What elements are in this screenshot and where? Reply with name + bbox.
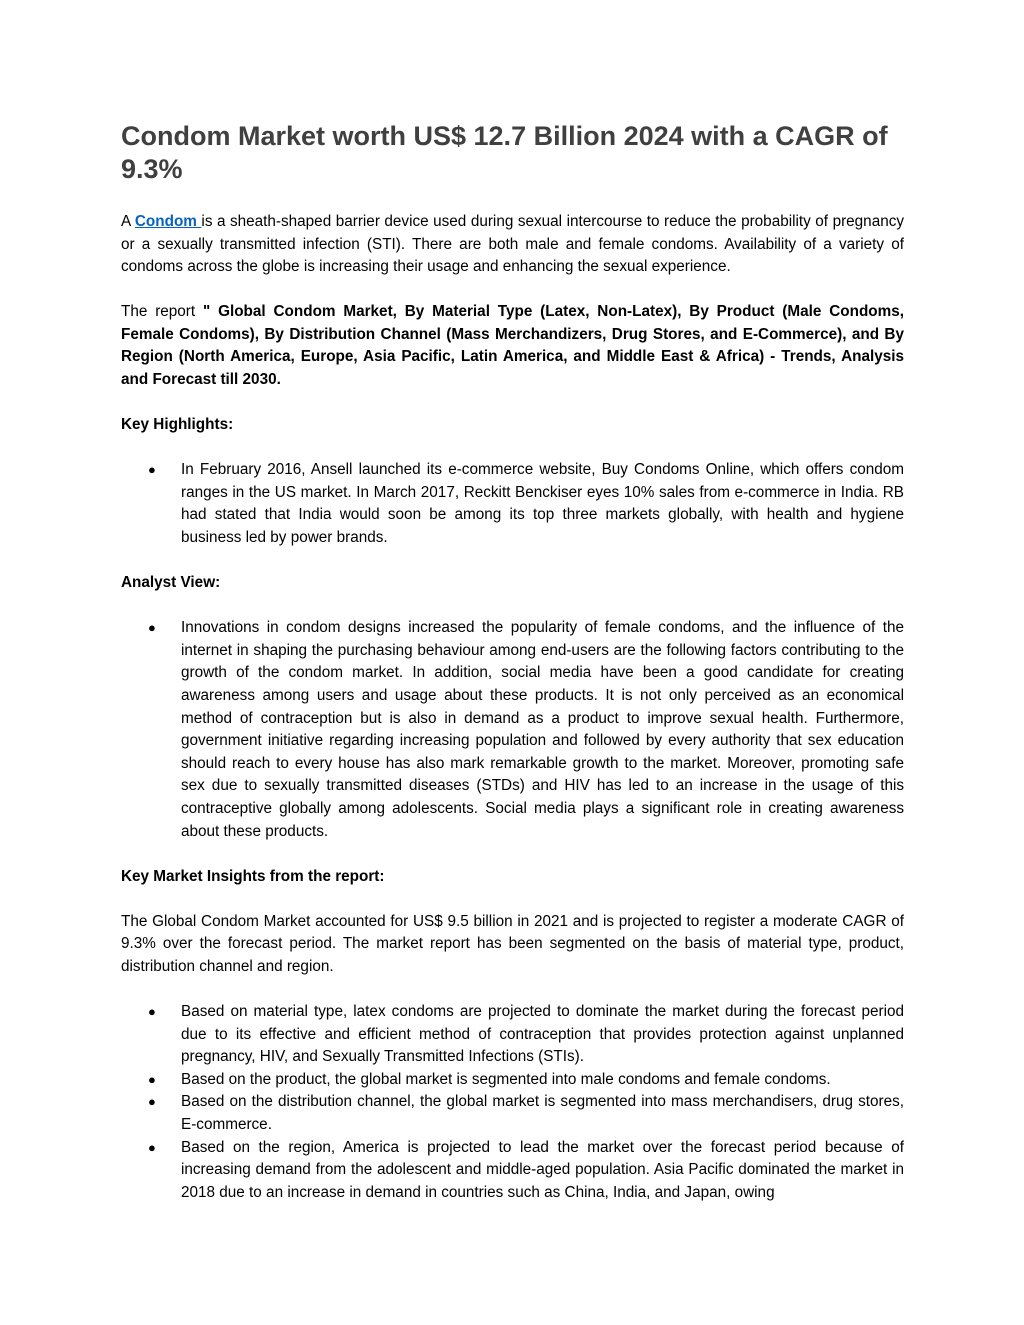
report-paragraph <box>121 301 904 391</box>
insights-paragraph: The Global Condom Market accounted for US$ 9.5 billion in 2021 and is projected to register a moderate CAGR of 9.3% over the forecast period. The market report has been segmented on the basis of material type, product, distribution channel and region. <box>121 912 904 975</box>
report-prefix: The report <box>121 303 203 321</box>
page-title: Condom Market worth US$ 12.7 Billion 2024 with a CAGR of 9.3% <box>121 121 888 184</box>
bullet-icon: ● <box>148 1071 156 1087</box>
intro-suffix: is a sheath-shaped barrier device used during sexual intercourse to reduce the probability of pregnancy or a sexually transmitted infection (STI). There are both male and female condoms. Availability of a variety of condoms across the globe is increasing their usage and enhancing the sexual experience. <box>121 213 905 276</box>
list-item-text: In February 2016, Ansell launched its e-commerce website, Buy Condoms Online, which offers condom ranges in the US market. In March 2017, Reckitt Benckiser eyes 10% sales from e-commerce in India. RB had stated that India would soon be among its top three markets globally, with health and hygiene business led by power brands. <box>181 461 904 547</box>
condom-link[interactable]: Condom <box>134 213 202 230</box>
intro-prefix: A <box>121 213 135 230</box>
list-item <box>121 459 904 549</box>
intro-paragraph <box>121 211 904 279</box>
list-item <box>121 1001 904 1069</box>
list-item-text: Based on material type, latex condoms are projected to dominate the market during the forecast period due to its effective and efficient method of contraception that provides protection against unplanned pregnancy, HIV, and Sexually Transmitted Infections (STIs). <box>181 1003 904 1066</box>
document-page <box>121 120 904 1204</box>
insights-heading: Key Market Insights from the report: <box>121 867 385 885</box>
list-item <box>121 1091 904 1136</box>
report-title: " Global Condom Market, By Material Type (Latex, Non-Latex), By Product (Male Condoms, Female Condoms), By Distribution Channel (Mass Merchandizers, Drug Stores, and E-Commerce), and By Region (North America, Europe, Asia Pacific, Latin America, and Middle East & Africa) - Trends, Analysis and Forecast till 2030. <box>121 303 904 389</box>
analyst-view-list <box>121 617 904 843</box>
list-item <box>121 1069 904 1092</box>
bullet-icon: ● <box>148 1139 156 1155</box>
bullet-icon: ● <box>148 1004 156 1020</box>
key-highlights-list <box>121 459 904 549</box>
list-item-text: Based on the product, the global market is segmented into male condoms and female condoms. <box>181 1070 831 1088</box>
bullet-icon: ● <box>148 620 156 636</box>
analyst-view-heading: Analyst View: <box>121 574 221 592</box>
bullet-icon: ● <box>148 1094 156 1110</box>
list-item-text: Based on the distribution channel, the global market is segmented into mass merchandisers, drug stores, E-commerce. <box>181 1093 904 1133</box>
bullet-icon: ● <box>148 462 156 478</box>
list-item-text: Based on the region, America is projected to lead the market over the forecast period because of increasing demand from the adolescent and middle-aged population. Asia Pacific dominated the market in 2018 due to an increase in demand in countries such as China, India, and Japan, owing <box>181 1138 904 1201</box>
list-item-text: Innovations in condom designs increased the popularity of female condoms, and the influence of the internet in shaping the purchasing behaviour among end-users are the following factors contributing to the growth of the condom market. In addition, social media have been a good candidate for creating awareness among users and usage about these products. It is not only perceived as an economical method of contraception but is also in demand as a product to improve sexual health. Furthermore, government initiative regarding increasing population and followed by every authority that sex education should reach to every house has also mark remarkable growth to the market. Moreover, promoting safe sex due to sexually transmitted diseases (STDs) and HIV has led to an increase in the usage of this contraceptive globally among adolescents. Social media plays a significant role in creating awareness about these products. <box>181 619 904 840</box>
list-item <box>121 1137 904 1205</box>
insights-list <box>121 1001 904 1204</box>
key-highlights-heading: Key Highlights: <box>121 416 234 434</box>
list-item <box>121 617 904 843</box>
